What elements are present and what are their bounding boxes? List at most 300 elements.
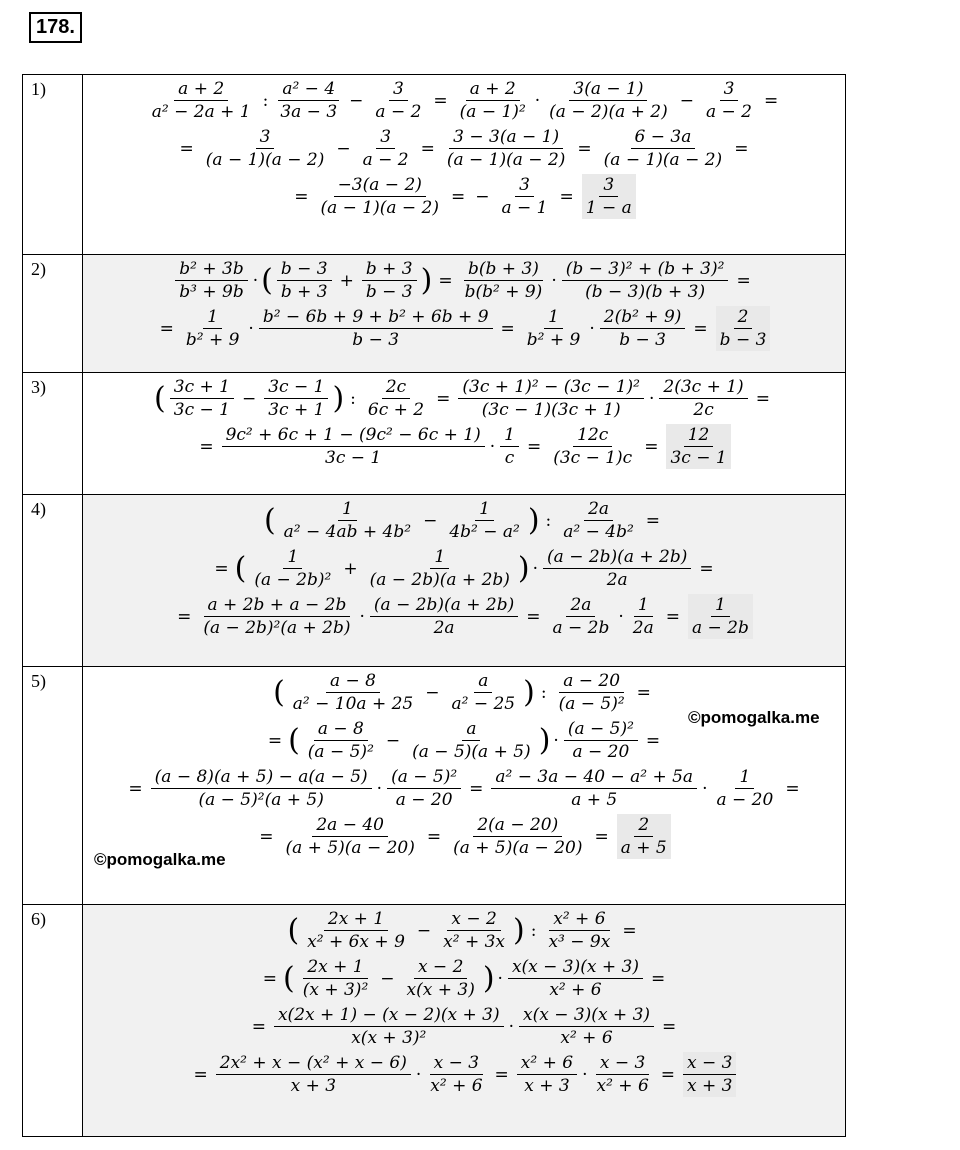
fraction [259, 306, 493, 351]
denominator: (x + 3)² [302, 980, 369, 1000]
fraction [449, 814, 586, 859]
denominator: x³ − 9x [548, 932, 611, 952]
numerator: a² − 3a − 40 − a² + 5a [491, 766, 697, 789]
row-number: 2) [23, 255, 83, 373]
answer-fraction [688, 594, 753, 639]
answer-fraction [716, 306, 771, 351]
numerator: 2(3c + 1) [659, 376, 747, 399]
equation-line [83, 78, 845, 123]
operator: = [426, 826, 442, 847]
denominator: a − 1 [501, 198, 548, 218]
answer-fraction [666, 424, 730, 469]
fraction [562, 258, 729, 303]
operator: − [349, 90, 364, 111]
denominator: x² + 6 [430, 1076, 483, 1096]
denominator: (a − 2b)(a + 2b) [369, 570, 510, 590]
denominator: (a − 5)(a + 5) [412, 742, 531, 762]
row-number: 6) [23, 905, 83, 1137]
operator: = [433, 90, 448, 111]
denominator: (a − 1)(a − 2) [320, 198, 439, 218]
bracket: ) [527, 502, 540, 538]
numerator: b − 3 [277, 258, 332, 281]
denominator: 3c − 1 [670, 448, 727, 468]
fraction [659, 376, 747, 421]
numerator: 1 [430, 546, 449, 569]
operator: = [267, 730, 283, 751]
denominator: a − 2 [362, 150, 409, 170]
fraction [508, 956, 643, 1001]
denominator: x + 3 [524, 1076, 570, 1096]
denominator: 3c − 1 [173, 400, 230, 420]
numerator: 12c [573, 424, 612, 447]
numerator: 3c + 1 [170, 376, 234, 399]
operator: − [423, 510, 438, 531]
operator: : [540, 682, 547, 703]
fraction [216, 1052, 411, 1097]
denominator: 1 − a [585, 198, 632, 218]
denominator: 3a − 3 [280, 102, 338, 122]
operator: = [699, 558, 714, 579]
numerator: (a − 5)² [387, 766, 461, 789]
operator: = [645, 730, 661, 751]
denominator: (a − 1)(a − 2) [446, 150, 566, 170]
denominator: (a − 2)(a + 2) [549, 102, 668, 122]
numerator: 3 [599, 174, 618, 197]
fraction [543, 546, 691, 591]
denominator: b(b² + 9) [464, 282, 543, 302]
operator: − [425, 682, 440, 703]
denominator: (a − 1)² [459, 102, 526, 122]
denominator: x² + 6x + 9 [307, 932, 405, 952]
numerator: (a − 5)² [564, 718, 638, 741]
fraction [523, 306, 585, 351]
numerator: 3 [720, 78, 739, 101]
fraction [439, 908, 509, 953]
denominator: (3c − 1)c [553, 448, 633, 468]
operator: · [589, 318, 595, 339]
fraction [445, 498, 524, 543]
denominator: 2a [632, 618, 654, 638]
numerator: x(x − 3)(x + 3) [508, 956, 643, 979]
operator: = [251, 1016, 266, 1037]
denominator: a − 2 [375, 102, 422, 122]
denominator: 3c − 1 [325, 448, 382, 468]
numerator: b² + 3b [175, 258, 247, 281]
equation-line [83, 174, 845, 219]
solution-table [22, 74, 846, 1137]
fraction [289, 670, 417, 715]
numerator: 1 [283, 546, 302, 569]
fraction [592, 1052, 652, 1097]
operator: = [494, 1064, 509, 1085]
numerator: 3 − 3(a − 1) [449, 126, 563, 149]
fraction [316, 174, 443, 219]
fraction [702, 78, 756, 123]
numerator: 1 [500, 424, 519, 447]
numerator: 1 [544, 306, 563, 329]
numerator: a [474, 670, 492, 693]
bracket: ( [261, 262, 273, 298]
fraction [366, 546, 514, 591]
numerator: 1 [338, 498, 357, 521]
equation-line [83, 376, 845, 421]
denominator: a − 2 [705, 102, 752, 122]
operator: · [618, 606, 624, 627]
operator: = [763, 90, 779, 111]
fraction [148, 78, 255, 123]
watermark-bottom: ©pomogalka.me [94, 850, 226, 869]
operator: = [650, 968, 666, 989]
fraction [277, 258, 332, 303]
operator: = [438, 270, 453, 291]
equation-line [83, 498, 845, 543]
bracket: ( [283, 960, 295, 996]
solution-row [23, 905, 846, 1137]
fraction [387, 766, 461, 811]
denominator: a² − 10a + 25 [292, 694, 414, 714]
bracket: ) [482, 960, 495, 996]
numerator: 3 [376, 126, 395, 149]
operator: = [594, 826, 609, 847]
denominator: b³ + 9b [179, 282, 244, 302]
fraction [151, 766, 372, 811]
fraction [175, 258, 247, 303]
operator: : [262, 90, 269, 111]
operator: + [339, 270, 354, 291]
denominator: b − 3 [619, 330, 666, 350]
denominator: (a − 5)²(a + 5) [198, 790, 324, 810]
problem-number: 178. [29, 12, 82, 43]
denominator: (b − 3)(b + 3) [585, 282, 706, 302]
operator: = [420, 138, 435, 159]
bracket: ) [538, 722, 551, 758]
numerator: 9c² + 6c + 1 − (9c² − 6c + 1) [222, 424, 485, 447]
denominator: a + 5 [571, 790, 618, 810]
denominator: (a − 2b)² [254, 570, 332, 590]
denominator: a − 20 [395, 790, 453, 810]
fraction [280, 498, 415, 543]
bracket: ) [517, 550, 530, 586]
solution-row [23, 495, 846, 667]
operator: · [415, 1064, 422, 1085]
solution-body [83, 905, 846, 1137]
numerator: a² − 4 [278, 78, 339, 101]
operator: = [526, 436, 542, 457]
fraction [170, 376, 234, 421]
answer-fraction [582, 174, 636, 219]
denominator: x(x + 3) [406, 980, 475, 1000]
denominator: 3c + 1 [268, 400, 325, 420]
fraction [370, 594, 518, 639]
numerator: 3 [389, 78, 408, 101]
numerator: 2a − 40 [312, 814, 388, 837]
fraction [303, 908, 409, 953]
operator: = [644, 436, 659, 457]
denominator: (a + 5)(a − 20) [285, 838, 415, 858]
fraction [712, 766, 777, 811]
bracket: ) [420, 262, 433, 298]
operator: · [551, 270, 557, 291]
equation-line [83, 908, 845, 953]
denominator: a − 20 [572, 742, 630, 762]
operator: = [660, 1064, 676, 1085]
equation-line [83, 424, 845, 469]
operator: = [622, 920, 637, 941]
fraction [564, 718, 638, 763]
operator: · [702, 778, 708, 799]
numerator: a [462, 718, 480, 741]
fraction [600, 306, 686, 351]
denominator: 2a [433, 618, 455, 638]
row-number: 4) [23, 495, 83, 667]
operator: = [262, 968, 277, 989]
denominator: (3c − 1)(3c + 1) [481, 400, 621, 420]
operator: = [128, 778, 143, 799]
fraction [222, 424, 485, 469]
fraction [458, 376, 644, 421]
fraction [461, 258, 547, 303]
operator: − [336, 138, 351, 159]
fraction [545, 78, 672, 123]
denominator: x + 3 [687, 1076, 733, 1096]
denominator: a² − 4b² [563, 522, 634, 542]
solution-body [83, 75, 846, 255]
operator: : [530, 920, 537, 941]
fraction [199, 594, 354, 639]
numerator: 2 [634, 814, 653, 837]
operator: · [497, 968, 503, 989]
numerator: x − 2 [447, 908, 500, 931]
fraction [500, 424, 519, 469]
operator: = [469, 778, 484, 799]
fraction [202, 126, 329, 171]
operator: = [734, 138, 749, 159]
fraction [274, 1004, 504, 1049]
equation-line [83, 1004, 845, 1049]
numerator: x − 2 [414, 956, 467, 979]
numerator: 2(a − 20) [473, 814, 562, 837]
answer-fraction [683, 1052, 736, 1097]
operator: · [582, 1064, 588, 1085]
operator: = [662, 1016, 677, 1037]
numerator: 2c [382, 376, 410, 399]
numerator: −3(a − 2) [334, 174, 426, 197]
equation-line [83, 1052, 845, 1097]
operator: − [241, 388, 257, 409]
operator: = [451, 186, 466, 207]
fraction [447, 670, 519, 715]
operator: · [252, 270, 259, 291]
numerator: b + 3 [362, 258, 417, 281]
denominator: a − 2b [552, 618, 610, 638]
operator: = [577, 138, 592, 159]
numerator: (b − 3)² + (b + 3)² [562, 258, 729, 281]
denominator: 6c + 2 [367, 400, 425, 420]
equation-line [83, 126, 845, 171]
fraction [456, 78, 530, 123]
numerator: 1 [634, 594, 653, 617]
numerator: a + 2 [174, 78, 228, 101]
denominator: x + 3 [290, 1076, 337, 1096]
fraction [491, 766, 697, 811]
bracket: ( [273, 674, 285, 710]
denominator: (a − 1)(a − 2) [603, 150, 723, 170]
equation-line [83, 258, 845, 303]
denominator: 2a [606, 570, 628, 590]
numerator: (a − 8)(a + 5) − a(a − 5) [151, 766, 372, 789]
operator: · [359, 606, 365, 627]
row-number: 3) [23, 373, 83, 495]
fraction [282, 814, 419, 859]
fraction [426, 1052, 486, 1097]
fraction [629, 594, 658, 639]
equation-line [83, 956, 845, 1001]
solution-body [83, 255, 846, 373]
operator: · [534, 90, 541, 111]
denominator: (a − 1)(a − 2) [205, 150, 325, 170]
operator: = [755, 388, 770, 409]
denominator: b − 3 [365, 282, 413, 302]
numerator: 1 [711, 594, 730, 617]
bracket: ( [287, 912, 300, 948]
operator: = [785, 778, 800, 799]
denominator: (a − 5)² [307, 742, 374, 762]
numerator: a − 20 [559, 670, 624, 693]
operator: = [526, 606, 541, 627]
denominator: (a − 5)² [558, 694, 625, 714]
row-number: 5) [23, 667, 83, 905]
operator: = [294, 186, 309, 207]
operator: − [416, 920, 432, 941]
numerator: 2(b² + 9) [600, 306, 686, 329]
operator: · [376, 778, 383, 799]
numerator: x − 3 [683, 1052, 736, 1075]
numerator: (a − 2b)(a + 2b) [543, 546, 691, 569]
numerator: 1 [735, 766, 754, 789]
fraction [182, 306, 244, 351]
numerator: 1 [203, 306, 222, 329]
fraction [359, 126, 413, 171]
fraction [519, 1004, 654, 1049]
solution-body [83, 495, 846, 667]
bracket: ) [332, 380, 345, 416]
row-number: 1) [23, 75, 83, 255]
denominator: 4b² − a² [449, 522, 520, 542]
operator: = [159, 318, 174, 339]
numerator: a − 8 [314, 718, 368, 741]
denominator: b − 3 [719, 330, 767, 350]
denominator: x² + 3x [443, 932, 505, 952]
fraction [548, 594, 613, 639]
numerator: 2x² + x − (x² + x − 6) [216, 1052, 411, 1075]
numerator: 6 − 3a [631, 126, 696, 149]
denominator: c [504, 448, 515, 468]
operator: : [545, 510, 552, 531]
fraction [364, 376, 428, 421]
denominator: (a − 2b)²(a + 2b) [203, 618, 351, 638]
solution-row [23, 75, 846, 255]
numerator: (3c + 1)² − (3c − 1)² [458, 376, 644, 399]
bracket: ) [523, 674, 535, 710]
fraction [544, 908, 614, 953]
numerator: 2a [584, 498, 613, 521]
solution-row [23, 255, 846, 373]
operator: = [259, 826, 274, 847]
numerator: (a − 2b)(a + 2b) [370, 594, 518, 617]
numerator: 3 [515, 174, 534, 197]
operator: = [693, 318, 708, 339]
denominator: b² + 9 [185, 330, 240, 350]
numerator: a + 2b + a − 2b [204, 594, 351, 617]
numerator: 2x + 1 [324, 908, 388, 931]
numerator: x² + 6 [517, 1052, 577, 1075]
fraction [600, 126, 727, 171]
operator: = [559, 186, 574, 207]
watermark-top: ©pomogalka.me [688, 708, 820, 727]
operator: = [665, 606, 680, 627]
numerator: 2x + 1 [303, 956, 367, 979]
operator: + [343, 558, 358, 579]
denominator: b − 3 [352, 330, 400, 350]
denominator: a² − 25 [451, 694, 516, 714]
bracket: ( [234, 550, 247, 586]
operator: · [248, 318, 254, 339]
operator: − [679, 90, 694, 111]
operator: · [489, 436, 496, 457]
operator: · [508, 1016, 514, 1037]
fraction [408, 718, 535, 763]
operator: = [177, 606, 192, 627]
operator: − [380, 968, 395, 989]
operator: = [199, 436, 214, 457]
fraction [276, 78, 341, 123]
fraction [498, 174, 552, 219]
solution-row [23, 373, 846, 495]
equation-line [83, 594, 845, 639]
operator: = [214, 558, 229, 579]
operator: = [500, 318, 515, 339]
denominator: a² − 4ab + 4b² [283, 522, 412, 542]
operator: · [553, 730, 559, 751]
operator: = [645, 510, 661, 531]
numerator: 3(a − 1) [569, 78, 647, 101]
fraction [555, 670, 629, 715]
denominator: a² − 2a + 1 [151, 102, 251, 122]
operator: = [636, 682, 651, 703]
fraction [299, 956, 373, 1001]
numerator: 3 [256, 126, 275, 149]
numerator: 2 [734, 306, 753, 329]
fraction [517, 1052, 577, 1097]
operator: − [475, 186, 490, 207]
operator: : [350, 388, 356, 409]
numerator: x(2x + 1) − (x − 2)(x + 3) [274, 1004, 504, 1027]
bracket: ) [513, 912, 525, 948]
numerator: 3c − 1 [264, 376, 328, 399]
solution-body [83, 373, 846, 495]
denominator: (a + 5)(a − 20) [453, 838, 583, 858]
operator: = [436, 388, 451, 409]
equation-line [83, 306, 845, 351]
answer-fraction [617, 814, 671, 859]
fraction [304, 718, 378, 763]
fraction [362, 258, 417, 303]
fraction [443, 126, 570, 171]
numerator: b² − 6b + 9 + b² + 6b + 9 [259, 306, 493, 329]
fraction [250, 546, 335, 591]
fraction [264, 376, 328, 421]
operator: − [385, 730, 401, 751]
